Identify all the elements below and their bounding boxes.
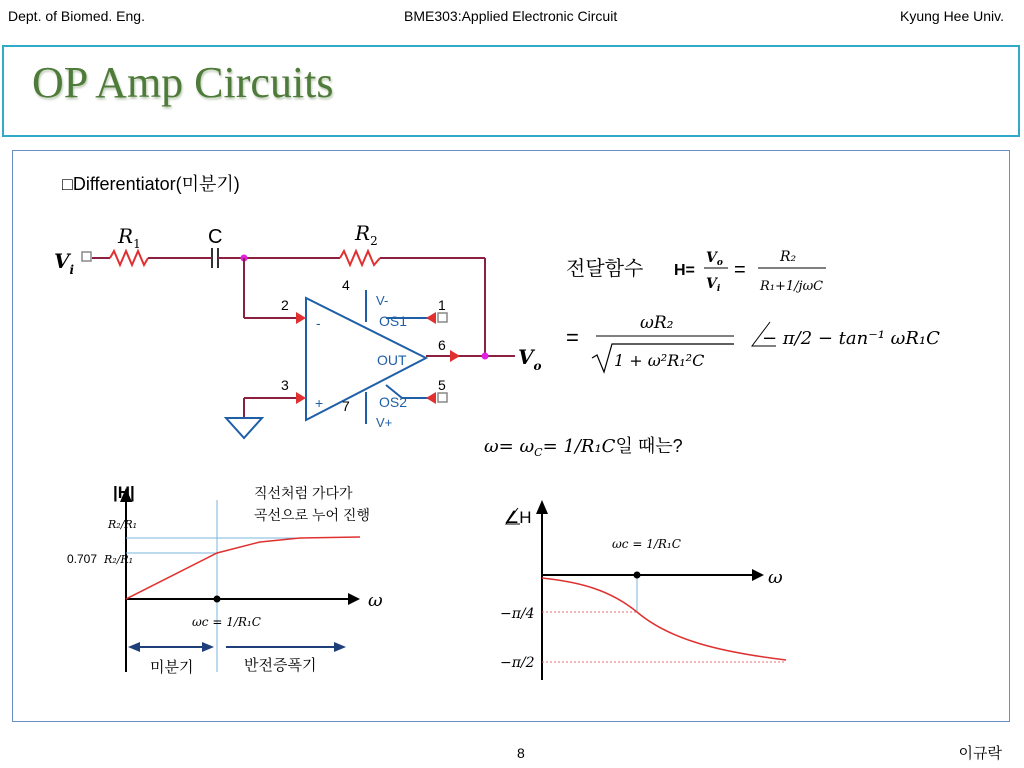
eq2-phase: − π/2 − tan⁻¹ ωR₁C [762,328,940,349]
mag-ylabel: |H| [113,483,135,502]
pin-6: 6 [438,337,446,353]
ground-icon [226,418,262,438]
mag-mid-tick: R₂/R₁ [104,553,134,566]
os1-label: OS1 [379,313,408,329]
region-right-label: 반전증폭기 [244,657,317,674]
header-dept: Dept. of Biomed. Eng. [8,8,145,24]
phase-tick-pi4: −π/4 [500,606,535,622]
mag-response-curve [126,537,360,599]
cap-label: C [208,226,223,248]
vo-over-vi: $V_o$ [706,250,723,268]
plus-sign: + [315,395,324,411]
mag-wc-label: ωc = 1/R₁C [192,615,261,629]
os1-terminal [438,313,447,322]
circuit-diagram [54,221,542,438]
mag-mid-tick-prefix: 0.707 [67,552,98,566]
region-left-label: 미분기 [150,659,194,676]
mag-annotation-2: 곡선으로 누어 진행 [254,507,370,523]
h-label: H= [674,262,695,279]
pin-7: 7 [342,398,350,414]
magnitude-plot [67,483,383,676]
header-course: BME303:Applied Electronic Circuit [404,8,618,24]
equals-sign-2: = [566,325,579,350]
eq2-denominator: 1 + ω²R₁²C [614,351,705,370]
mag-wc-point [214,596,221,603]
vi-denominator: $V_i$ [706,276,721,294]
omega-condition: $\omega= \omega_C= 1/R_1C$일 때는? [484,436,683,459]
pin-5: 5 [438,377,446,393]
vin-label: $V_i$ [54,249,75,277]
page-number: 8 [517,745,525,761]
r1-resistor [110,251,148,265]
r1-label: $R_1$ [118,224,141,251]
out-label: OUT [377,352,407,368]
eq1-numerator: R₂ [780,249,797,265]
header-univ: Kyung Hee Univ. [899,8,1004,24]
mag-top-tick: R₂/R₁ [108,518,138,531]
os2-terminal [438,393,447,402]
vin-terminal [82,252,91,261]
transfer-label: 전달함수 [566,258,644,280]
phase-wc-point [634,572,641,579]
r2-resistor [340,251,380,265]
vplus-label: V+ [376,415,393,430]
pin-2: 2 [281,297,289,313]
minus-sign: - [316,315,321,331]
author-name: 이규락 [958,745,1002,762]
pin-3: 3 [281,377,289,393]
phase-plot [500,500,786,680]
equations [484,249,940,459]
phase-response-curve [542,578,786,660]
output-node [482,353,489,360]
phase-x-symbol: ω [768,567,783,588]
vout-label: $V_o$ [518,345,542,373]
equals-sign-1: = [734,259,746,281]
phase-wc-label: ωc = 1/R₁C [612,537,681,551]
os2-label: OS2 [379,394,408,410]
section-heading: □Differentiator(미분기) [62,174,240,194]
eq2-numerator: ωR₂ [640,313,674,333]
r2-label: $R_2$ [355,221,378,248]
phase-tick-pi2: −π/2 [500,655,535,671]
eq1-denominator: R₁+1/jωC [760,279,824,294]
phase-ylabel: ∠H [504,508,532,527]
mag-annotation-1: 직선처럼 가다가 [254,485,353,501]
pin-4: 4 [342,277,350,293]
vminus-label: V- [376,293,389,308]
pin-1: 1 [438,297,446,313]
slide-title: OP Amp Circuits [32,58,334,107]
mag-x-symbol: ω [368,590,383,611]
